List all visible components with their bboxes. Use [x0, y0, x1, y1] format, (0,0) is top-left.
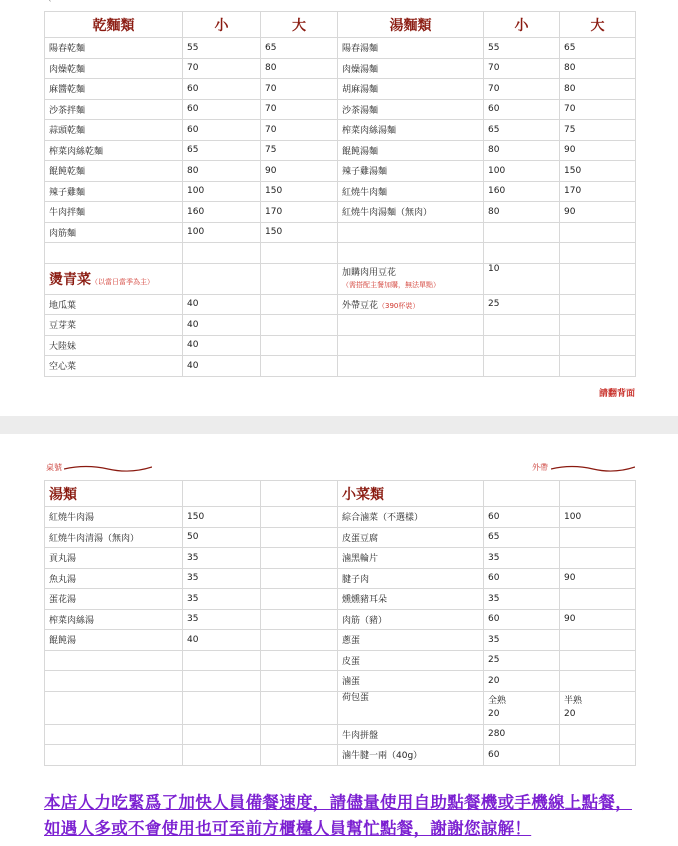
- item-name: 燻燻豬耳朵: [338, 589, 484, 610]
- item-name: 麻醬乾麵: [45, 79, 183, 100]
- fried-egg-full: [484, 691, 560, 724]
- item-name: 大陸妹: [45, 335, 183, 356]
- price-small: 40: [183, 356, 261, 377]
- item-name: 紅燒牛肉麵: [338, 181, 484, 202]
- greens-row: [45, 356, 636, 377]
- price-large: 70: [261, 99, 338, 120]
- price-small: 65: [183, 140, 261, 161]
- item-name: 肉燥乾麵: [45, 58, 183, 79]
- item-name: 腱子肉: [338, 568, 484, 589]
- price-small: 60: [484, 609, 560, 630]
- price-large: 65: [261, 38, 338, 59]
- price-small: 25: [484, 650, 560, 671]
- page-mark: `: [48, 0, 53, 10]
- price-large: 170: [560, 181, 636, 202]
- price-small: 70: [484, 58, 560, 79]
- price-small: 60: [183, 120, 261, 141]
- item-name: 滷黑輪片: [338, 548, 484, 569]
- price-large: 170: [261, 202, 338, 223]
- price-large: [560, 527, 636, 548]
- tofu-add-name: 加購肉用豆花: [342, 267, 397, 278]
- price-large: [560, 589, 636, 610]
- price-small: 100: [183, 222, 261, 243]
- small-header-2: 小: [484, 12, 560, 38]
- item-name: 陽春乾麵: [45, 38, 183, 59]
- item-name: 餛飩乾麵: [45, 161, 183, 182]
- price-small: 60: [484, 568, 560, 589]
- tofu-takeout-note: （390杯裝）: [378, 301, 420, 310]
- fried-egg-row: [45, 691, 636, 724]
- dry-noodles-header: 乾麵類: [45, 12, 183, 38]
- price-small: 100: [183, 181, 261, 202]
- menu-row: [45, 140, 636, 161]
- menu-page-2: [0, 434, 678, 846]
- menu-row: [45, 222, 636, 243]
- menu-row: [45, 630, 636, 651]
- price-large: 65: [560, 38, 636, 59]
- price-large: 150: [560, 161, 636, 182]
- price: 35: [183, 589, 261, 610]
- price-large: 75: [261, 140, 338, 161]
- menu-row: [45, 671, 636, 692]
- price-small: 40: [183, 294, 261, 315]
- price-small: 160: [484, 181, 560, 202]
- price: 40: [183, 630, 261, 651]
- price-large: 100: [560, 507, 636, 528]
- price: 35: [183, 548, 261, 569]
- item-name: 榨菜肉絲湯: [45, 609, 183, 630]
- price-small: 20: [484, 671, 560, 692]
- item-name: 餛飩湯麵: [338, 140, 484, 161]
- soups-header: 湯類: [45, 481, 183, 507]
- small-header: 小: [183, 12, 261, 38]
- price: 150: [183, 507, 261, 528]
- menu-row: [45, 181, 636, 202]
- item-name: 豆芽菜: [45, 315, 183, 336]
- item-name: 皮蛋豆腐: [338, 527, 484, 548]
- item-name: [45, 671, 183, 692]
- item-name: 綜合滷菜（不選樣）: [338, 507, 484, 528]
- item-name: 沙茶湯麵: [338, 99, 484, 120]
- item-name: 榨菜肉絲湯麵: [338, 120, 484, 141]
- soups-sides-table: [44, 480, 636, 766]
- price-small: 60: [183, 99, 261, 120]
- menu-row: [45, 161, 636, 182]
- price-small: 70: [183, 58, 261, 79]
- price-large: 90: [560, 609, 636, 630]
- item-name: 沙茶拌麵: [45, 99, 183, 120]
- item-name: 皮蛋: [338, 650, 484, 671]
- item-name: 蛋花湯: [45, 589, 183, 610]
- notice-text: 本店人力吃緊爲了加快人員備餐速度，請儘量使用自助點餐機或手機線上點餐，如遇人多或不會使用也可至前方櫃檯人員幫忙點餐，謝謝您諒解！: [44, 793, 632, 838]
- tofu-add-cell: [338, 263, 484, 294]
- item-name: 餛飩湯: [45, 630, 183, 651]
- price-small: 40: [183, 335, 261, 356]
- blank-row: [45, 243, 636, 264]
- item-name: 牛肉拼盤: [338, 724, 484, 745]
- price-small: 80: [183, 161, 261, 182]
- item-name: 貢丸湯: [45, 548, 183, 569]
- item-name: 紅燒牛肉湯麵（無肉）: [338, 202, 484, 223]
- item-name: 蒜頭乾麵: [45, 120, 183, 141]
- greens-note: （以當日當季為主）: [91, 277, 154, 286]
- price-large: 150: [261, 222, 338, 243]
- menu-row: [45, 507, 636, 528]
- menu-row: [45, 745, 636, 766]
- price-large: 90: [261, 161, 338, 182]
- price: 50: [183, 527, 261, 548]
- item-name: 胡麻湯麵: [338, 79, 484, 100]
- menu-row: [45, 99, 636, 120]
- greens-title: 燙青菜: [49, 271, 91, 288]
- menu-row: [45, 589, 636, 610]
- menu-row: [45, 568, 636, 589]
- menu-row: [45, 527, 636, 548]
- item-name: [338, 222, 484, 243]
- menu-row: [45, 650, 636, 671]
- greens-header: [45, 263, 183, 294]
- price-small: 35: [484, 630, 560, 651]
- item-name: 辣子雞湯麵: [338, 161, 484, 182]
- price-small: 60: [484, 507, 560, 528]
- item-name: 紅燒牛肉清湯（無肉）: [45, 527, 183, 548]
- large-header: 大: [261, 12, 338, 38]
- price-large: [560, 222, 636, 243]
- half-cooked-price: 20: [564, 708, 576, 719]
- price-small: 40: [183, 315, 261, 336]
- price-large: 70: [261, 120, 338, 141]
- price-large: [560, 548, 636, 569]
- table-number-label: 桌號: [46, 463, 62, 472]
- flip-page-note: 請翻背面: [598, 389, 635, 399]
- item-name: 紅燒牛肉湯: [45, 507, 183, 528]
- item-name: [45, 650, 183, 671]
- price-large: [560, 630, 636, 651]
- menu-row: [45, 609, 636, 630]
- fried-egg-half: [560, 691, 636, 724]
- full-cooked-label: 全熟: [488, 695, 507, 706]
- price-large: [560, 724, 636, 745]
- noodles-table: [44, 11, 636, 377]
- tofu-takeout-cell: [338, 294, 484, 315]
- menu-row: [45, 58, 636, 79]
- price-large: 70: [560, 99, 636, 120]
- price-large: 70: [261, 79, 338, 100]
- item-name: 魚丸湯: [45, 568, 183, 589]
- takeout-label: 外帶: [532, 463, 548, 472]
- item-name: 滷蛋: [338, 671, 484, 692]
- header-row: [45, 481, 636, 507]
- price-small: 160: [183, 202, 261, 223]
- greens-header-row: [45, 263, 636, 294]
- item-name: 肉筋麵: [45, 222, 183, 243]
- item-name: 空心菜: [45, 356, 183, 377]
- price-small: 60: [484, 745, 560, 766]
- price: [183, 671, 261, 692]
- swash-line-right: [551, 464, 635, 474]
- tofu-takeout-price: 25: [484, 294, 560, 315]
- item-name: 地瓜葉: [45, 294, 183, 315]
- price-small: 60: [183, 79, 261, 100]
- price: 35: [183, 568, 261, 589]
- price-small: 35: [484, 548, 560, 569]
- price-large: 80: [261, 58, 338, 79]
- half-cooked-label: 半熟: [564, 695, 583, 706]
- item-name: 蔥蛋: [338, 630, 484, 651]
- tofu-add-price: 10: [484, 263, 560, 294]
- greens-row: [45, 294, 636, 315]
- item-name: 肉筋（豬）: [338, 609, 484, 630]
- price-large: [560, 745, 636, 766]
- greens-row: [45, 335, 636, 356]
- price-small: 65: [484, 120, 560, 141]
- item-name: 牛肉拌麵: [45, 202, 183, 223]
- soup-noodles-header: 湯麵類: [338, 12, 484, 38]
- sides-header: 小菜類: [338, 481, 484, 507]
- item-name: 滷牛腱一兩（40g）: [338, 745, 484, 766]
- price-large: 75: [560, 120, 636, 141]
- price-small: 55: [183, 38, 261, 59]
- greens-row: [45, 315, 636, 336]
- price-small: 35: [484, 589, 560, 610]
- menu-row: [45, 548, 636, 569]
- menu-page-1: [0, 0, 678, 416]
- item-name: 辣子雞麵: [45, 181, 183, 202]
- price-large: 90: [560, 140, 636, 161]
- price-large: 90: [560, 568, 636, 589]
- menu-row: [45, 79, 636, 100]
- price-small: [484, 222, 560, 243]
- price: 35: [183, 609, 261, 630]
- price-large: 90: [560, 202, 636, 223]
- header-row: [45, 12, 636, 38]
- price-small: 80: [484, 140, 560, 161]
- price-large: 80: [560, 58, 636, 79]
- menu-row: [45, 202, 636, 223]
- menu-row: [45, 38, 636, 59]
- large-header-2: 大: [560, 12, 636, 38]
- tofu-add-note: （需搭配主餐加購，無法單點）: [342, 280, 440, 289]
- price-small: 65: [484, 527, 560, 548]
- menu-row: [45, 724, 636, 745]
- full-cooked-price: 20: [488, 708, 500, 719]
- price-large: [560, 650, 636, 671]
- tofu-takeout-name: 外帶豆花: [342, 300, 379, 311]
- item-name: 陽春湯麵: [338, 38, 484, 59]
- price: [183, 650, 261, 671]
- menu-row: [45, 120, 636, 141]
- price-small: 100: [484, 161, 560, 182]
- price-small: 280: [484, 724, 560, 745]
- price-small: 80: [484, 202, 560, 223]
- price-small: 70: [484, 79, 560, 100]
- swash-line-left: [64, 464, 152, 474]
- price-large: 150: [261, 181, 338, 202]
- price-large: 80: [560, 79, 636, 100]
- item-name: 肉燥湯麵: [338, 58, 484, 79]
- price-small: 60: [484, 99, 560, 120]
- price-large: [560, 671, 636, 692]
- fried-egg-name: 荷包蛋: [338, 691, 484, 724]
- price-small: 55: [484, 38, 560, 59]
- item-name: 榨菜肉絲乾麵: [45, 140, 183, 161]
